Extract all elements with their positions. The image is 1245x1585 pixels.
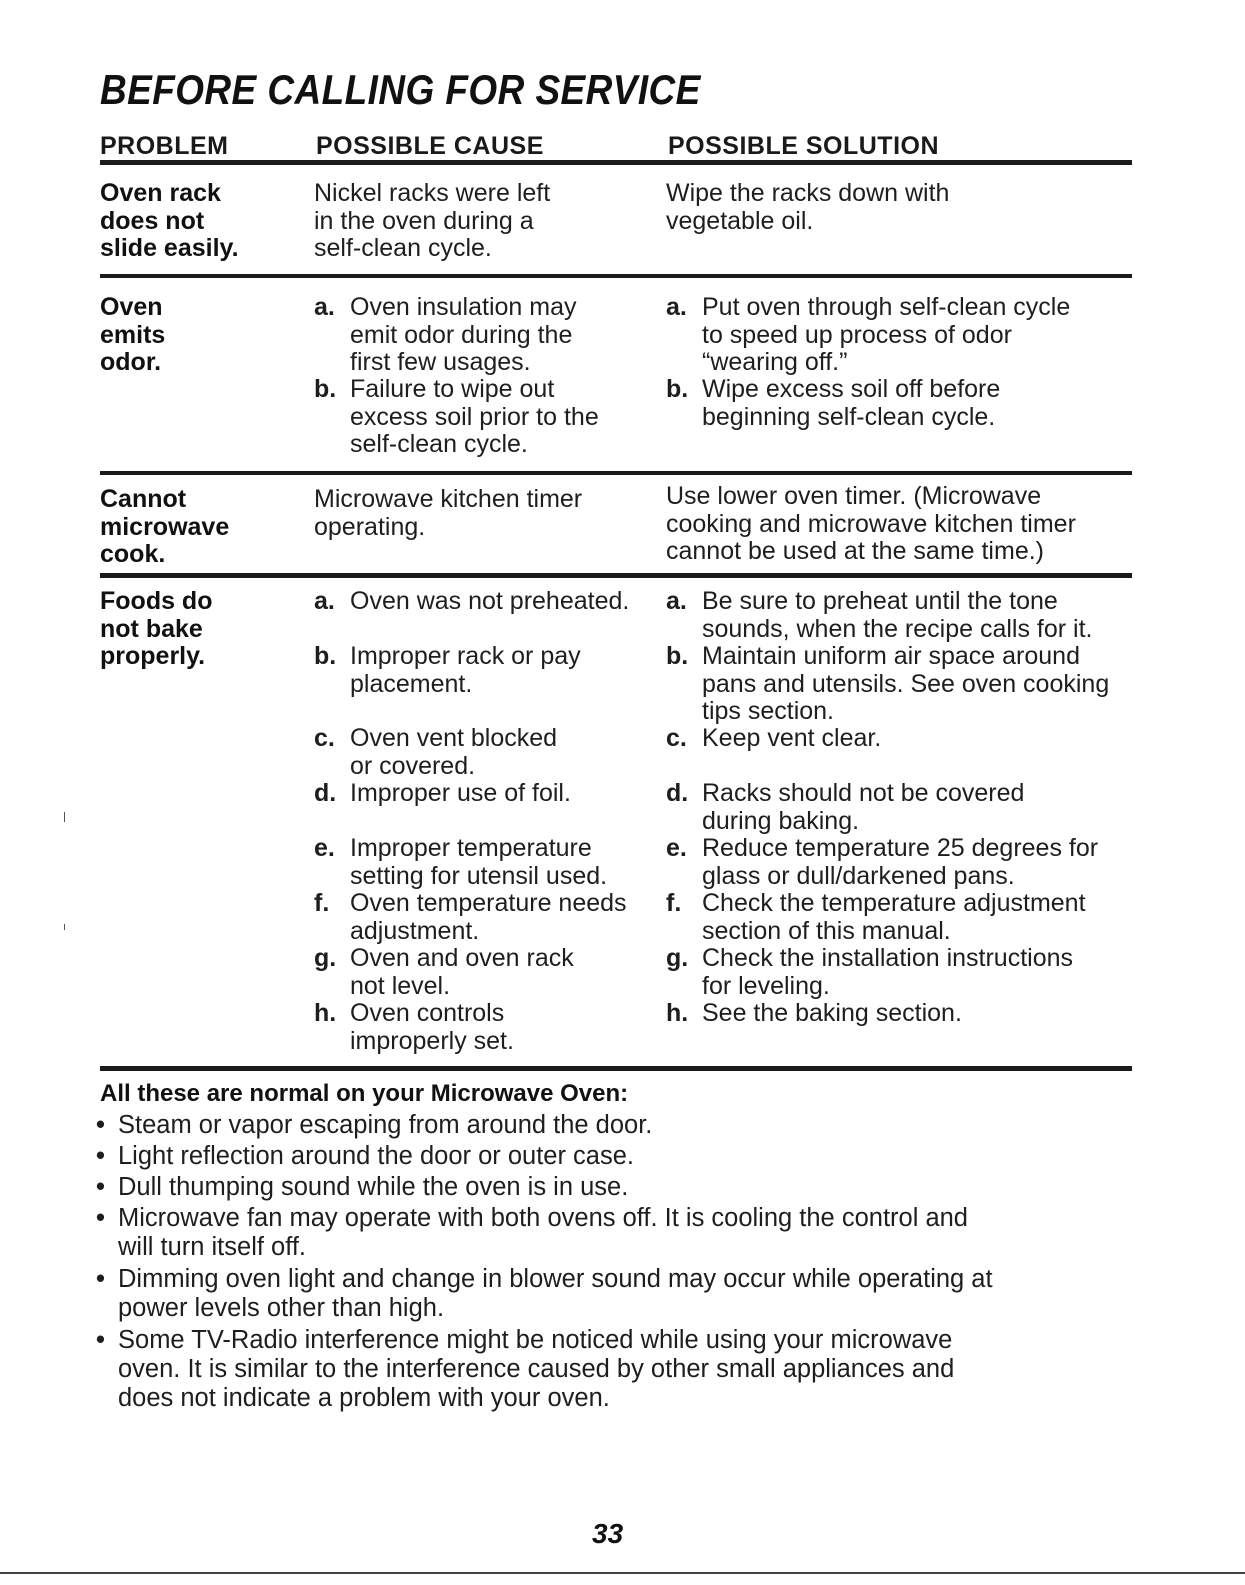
item-text: Keep vent clear.	[702, 724, 882, 752]
list-item-text: Some TV-Radio interference might be noticed while using your microwave oven. It is similar to the interference caused by other small appliances and does not indicate a problem with your oven.	[118, 1326, 955, 1412]
header-possible-cause: POSSIBLE CAUSE	[316, 132, 544, 160]
bullet-icon: •	[96, 1204, 105, 1232]
item-text: Improper temperature setting for utensil used.	[350, 834, 608, 890]
header-possible-solution: POSSIBLE SOLUTION	[668, 132, 940, 160]
item-letter: e.	[314, 834, 335, 862]
item-text: Oven controls improperly set.	[350, 999, 514, 1055]
list-item-text: Light reflection around the door or outer case.	[118, 1142, 634, 1170]
page-number: 33	[592, 1518, 624, 1549]
header-divider	[100, 160, 1132, 165]
item-letter: a.	[666, 293, 687, 321]
row-1-problem: Oven rack does not slide easily.	[100, 179, 239, 262]
item-letter: b.	[666, 642, 689, 670]
item-text: Put oven through self-clean cycle to speed up process of odor “wearing off.”	[702, 293, 1071, 376]
item-letter: e.	[666, 834, 687, 862]
row-1-solution: Wipe the racks down with vegetable oil.	[666, 179, 950, 235]
normal-behaviors-heading: All these are normal on your Microwave Oven:	[100, 1080, 629, 1107]
item-text: Oven and oven rack not level.	[350, 944, 574, 1000]
list-item-text: Microwave fan may operate with both ovens off. It is cooling the control and will turn itself off.	[118, 1204, 968, 1261]
item-text: Oven was not preheated.	[350, 587, 630, 615]
item-text: See the baking section.	[702, 999, 962, 1027]
bullet-icon: •	[96, 1142, 105, 1170]
row-3-solution: Use lower oven timer. (Microwave cooking and microwave kitchen timer cannot be used at the same time.)	[666, 482, 1076, 565]
item-letter: a.	[314, 293, 335, 321]
item-letter: b.	[666, 375, 689, 403]
row-divider	[100, 471, 1132, 475]
item-letter: b.	[314, 642, 337, 670]
list-item-text: Steam or vapor escaping from around the door.	[118, 1111, 653, 1139]
bullet-icon: •	[96, 1111, 105, 1139]
row-divider	[100, 573, 1132, 578]
item-text: Wipe excess soil off before beginning self-clean cycle.	[702, 375, 1001, 431]
item-letter: f.	[666, 889, 682, 917]
row-divider	[100, 274, 1132, 278]
item-text: Improper use of foil.	[350, 779, 571, 807]
item-letter: a.	[314, 587, 335, 615]
list-item-text: Dull thumping sound while the oven is in use.	[118, 1173, 629, 1201]
row-3-problem: Cannot microwave cook.	[100, 485, 230, 568]
row-1-cause: Nickel racks were left in the oven during a self-clean cycle.	[314, 179, 551, 262]
item-text: Failure to wipe out excess soil prior to the self-clean cycle.	[350, 375, 599, 458]
item-letter: h.	[666, 999, 689, 1027]
bullet-icon: •	[96, 1265, 105, 1293]
item-letter: d.	[666, 779, 689, 807]
bullet-icon: •	[96, 1326, 105, 1354]
item-text: Improper rack or pay placement.	[350, 642, 581, 698]
item-letter: g.	[314, 944, 337, 972]
item-letter: f.	[314, 889, 330, 917]
list-item-text: Dimming oven light and change in blower sound may occur while operating at power levels other than high.	[118, 1265, 993, 1322]
bullet-icon: •	[96, 1173, 105, 1201]
item-letter: b.	[314, 375, 337, 403]
item-text: Oven vent blocked or covered.	[350, 724, 558, 780]
item-letter: d.	[314, 779, 337, 807]
item-letter: g.	[666, 944, 689, 972]
item-text: Check the temperature adjustment section of this manual.	[702, 889, 1086, 945]
item-letter: c.	[314, 724, 335, 752]
scan-mark	[64, 924, 65, 930]
header-problem: PROBLEM	[100, 132, 229, 160]
table-bottom-divider	[100, 1066, 1132, 1071]
item-text: Oven insulation may emit odor during the first few usages.	[350, 293, 577, 376]
item-text: Reduce temperature 25 degrees for glass or dull/darkened pans.	[702, 834, 1099, 890]
row-4-problem: Foods do not bake properly.	[100, 587, 213, 670]
item-text: Oven temperature needs adjustment.	[350, 889, 627, 945]
item-letter: a.	[666, 587, 687, 615]
item-text: Be sure to preheat until the tone sounds, when the recipe calls for it.	[702, 587, 1093, 643]
row-2-problem: Oven emits odor.	[100, 293, 166, 376]
item-text: Check the installation instructions for leveling.	[702, 944, 1074, 1000]
page-bottom-edge	[0, 1572, 1245, 1574]
page-title: BEFORE CALLING FOR SERVICE	[100, 66, 701, 113]
item-text: Maintain uniform air space around pans and utensils. See oven cooking tips section.	[702, 642, 1110, 725]
item-letter: c.	[666, 724, 687, 752]
item-text: Racks should not be covered during baking.	[702, 779, 1025, 835]
row-3-cause: Microwave kitchen timer operating.	[314, 485, 583, 541]
item-letter: h.	[314, 999, 337, 1027]
scan-mark	[64, 812, 65, 822]
